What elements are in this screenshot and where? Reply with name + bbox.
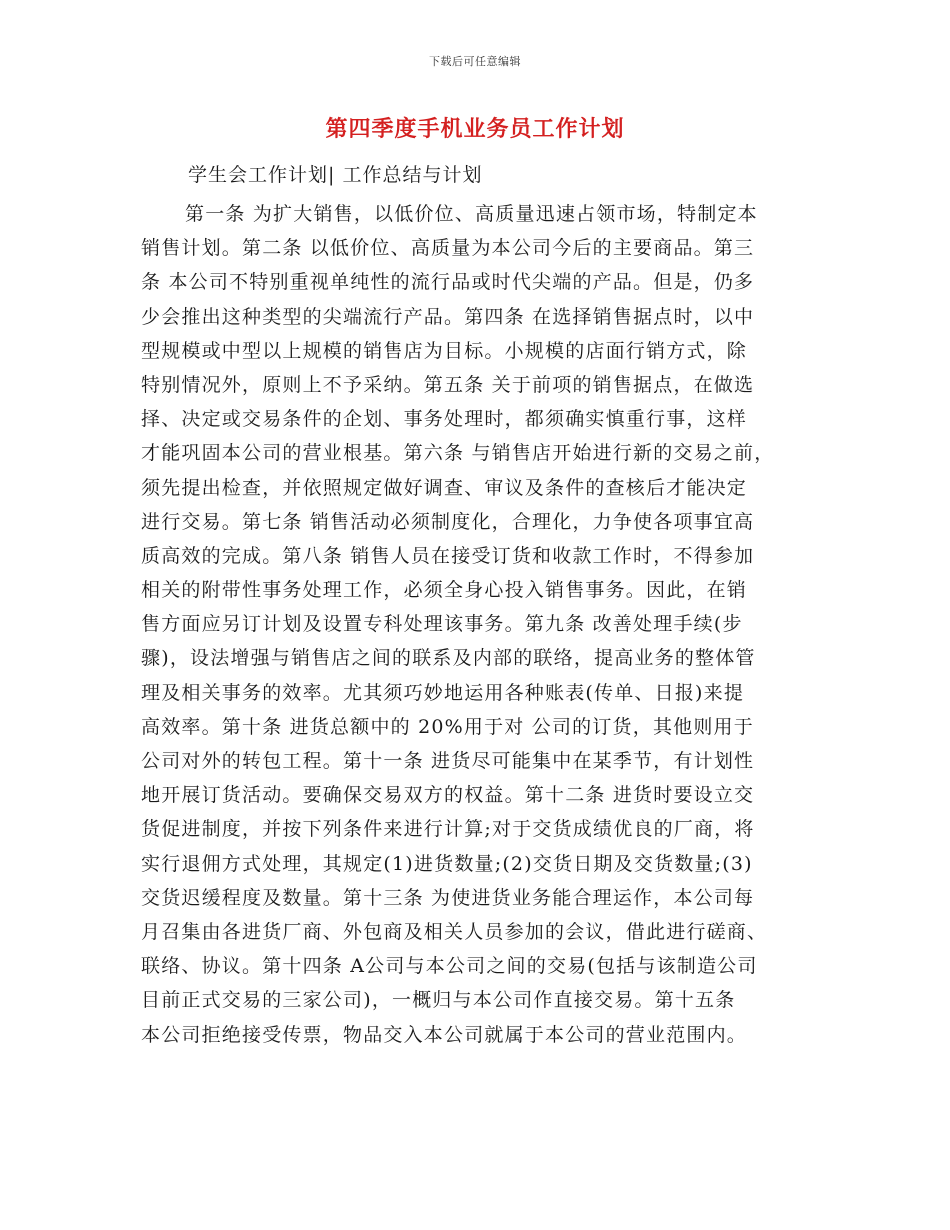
body-line: 目前正式交易的三家公司)，一概归与本公司作直接交易。第十五条 [141,989,736,1012]
body-line: 交货迟缓程度及数量。第十三条 为使进货业务能合理运作，本公司每 [141,886,755,909]
body-line: 地开展订货活动。要确保交易双方的权益。第十二条 进货时要设立交 [141,784,755,807]
body-line: 销售计划。第二条 以低价位、高质量为本公司今后的主要商品。第三 [141,237,755,260]
body-line: 骤)，设法增强与销售店之间的联系及内部的联络，提高业务的整体管 [141,647,756,670]
body-line: 择、决定或交易条件的企划、事务处理时，都须确实慎重行事，这样 [141,408,748,431]
body-line: 货促进制度，并按下列条件来进行计算;对于交货成绩优良的厂商，将 [141,818,755,841]
body-line: 须先提出检查，并依照规定做好调查、审议及条件的查核后才能决定 [141,476,748,499]
body-line: 才能巩固本公司的营业根基。第六条 与销售店开始进行新的交易之前， [141,442,775,465]
page-header-note: 下载后可任意编辑 [429,55,521,68]
body-line: 质高效的完成。第八条 销售人员在接受订货和收款工作时，不得参加 [141,544,755,567]
body-line: 进行交易。第七条 销售活动必须制度化，合理化，力争使各项事宜高 [141,510,755,533]
body-line: 理及相关事务的效率。尤其须巧妙地运用各种账表(传单、日报)来提 [141,681,745,704]
body-line: 月召集由各进货厂商、外包商及相关人员参加的会议，借此进行磋商、 [141,920,768,943]
body-line: 第一条 为扩大销售，以低价位、高质量迅速占领市场，特制定本 [185,203,758,225]
body-line: 售方面应另订计划及设置专科处理该事务。第九条 改善处理手续(步 [141,613,743,636]
body-line: 本公司拒绝接受传票，物品交入本公司就属于本公司的营业范围内。 [141,1023,748,1046]
body-line: 少会推出这种类型的尖端流行产品。第四条 在选择销售据点时，以中 [141,305,755,328]
body-line: 条 本公司不特别重视单纯性的流行品或时代尖端的产品。但是，仍多 [141,271,755,294]
body-line: 实行退佣方式处理，其规定(1)进货数量;(2)交货日期及交货数量;(3) [141,852,753,875]
document-body [141,197,821,1052]
body-line: 相关的附带性事务处理工作，必须全身心投入销售事务。因此，在销 [141,579,748,602]
body-line: 公司对外的转包工程。第十一条 进货尽可能集中在某季节，有计划性 [141,750,755,772]
body-line: 联络、协议。第十四条 A公司与本公司之间的交易(包括与该制造公司 [141,955,758,978]
document-subtitle: 学生会工作计划| 工作总结与计划 [188,164,483,186]
document-title: 第四季度手机业务员工作计划 [325,116,625,142]
body-line: 型规模或中型以上规模的销售店为目标。小规模的店面行销方式，除 [141,339,748,362]
body-line: 特别情况外，原则上不予采纳。第五条 关于前项的销售据点，在做选 [141,373,755,396]
body-line: 高效率。第十条 进货总额中的 20%用于对 公司的订货，其他则用于 [141,715,754,738]
